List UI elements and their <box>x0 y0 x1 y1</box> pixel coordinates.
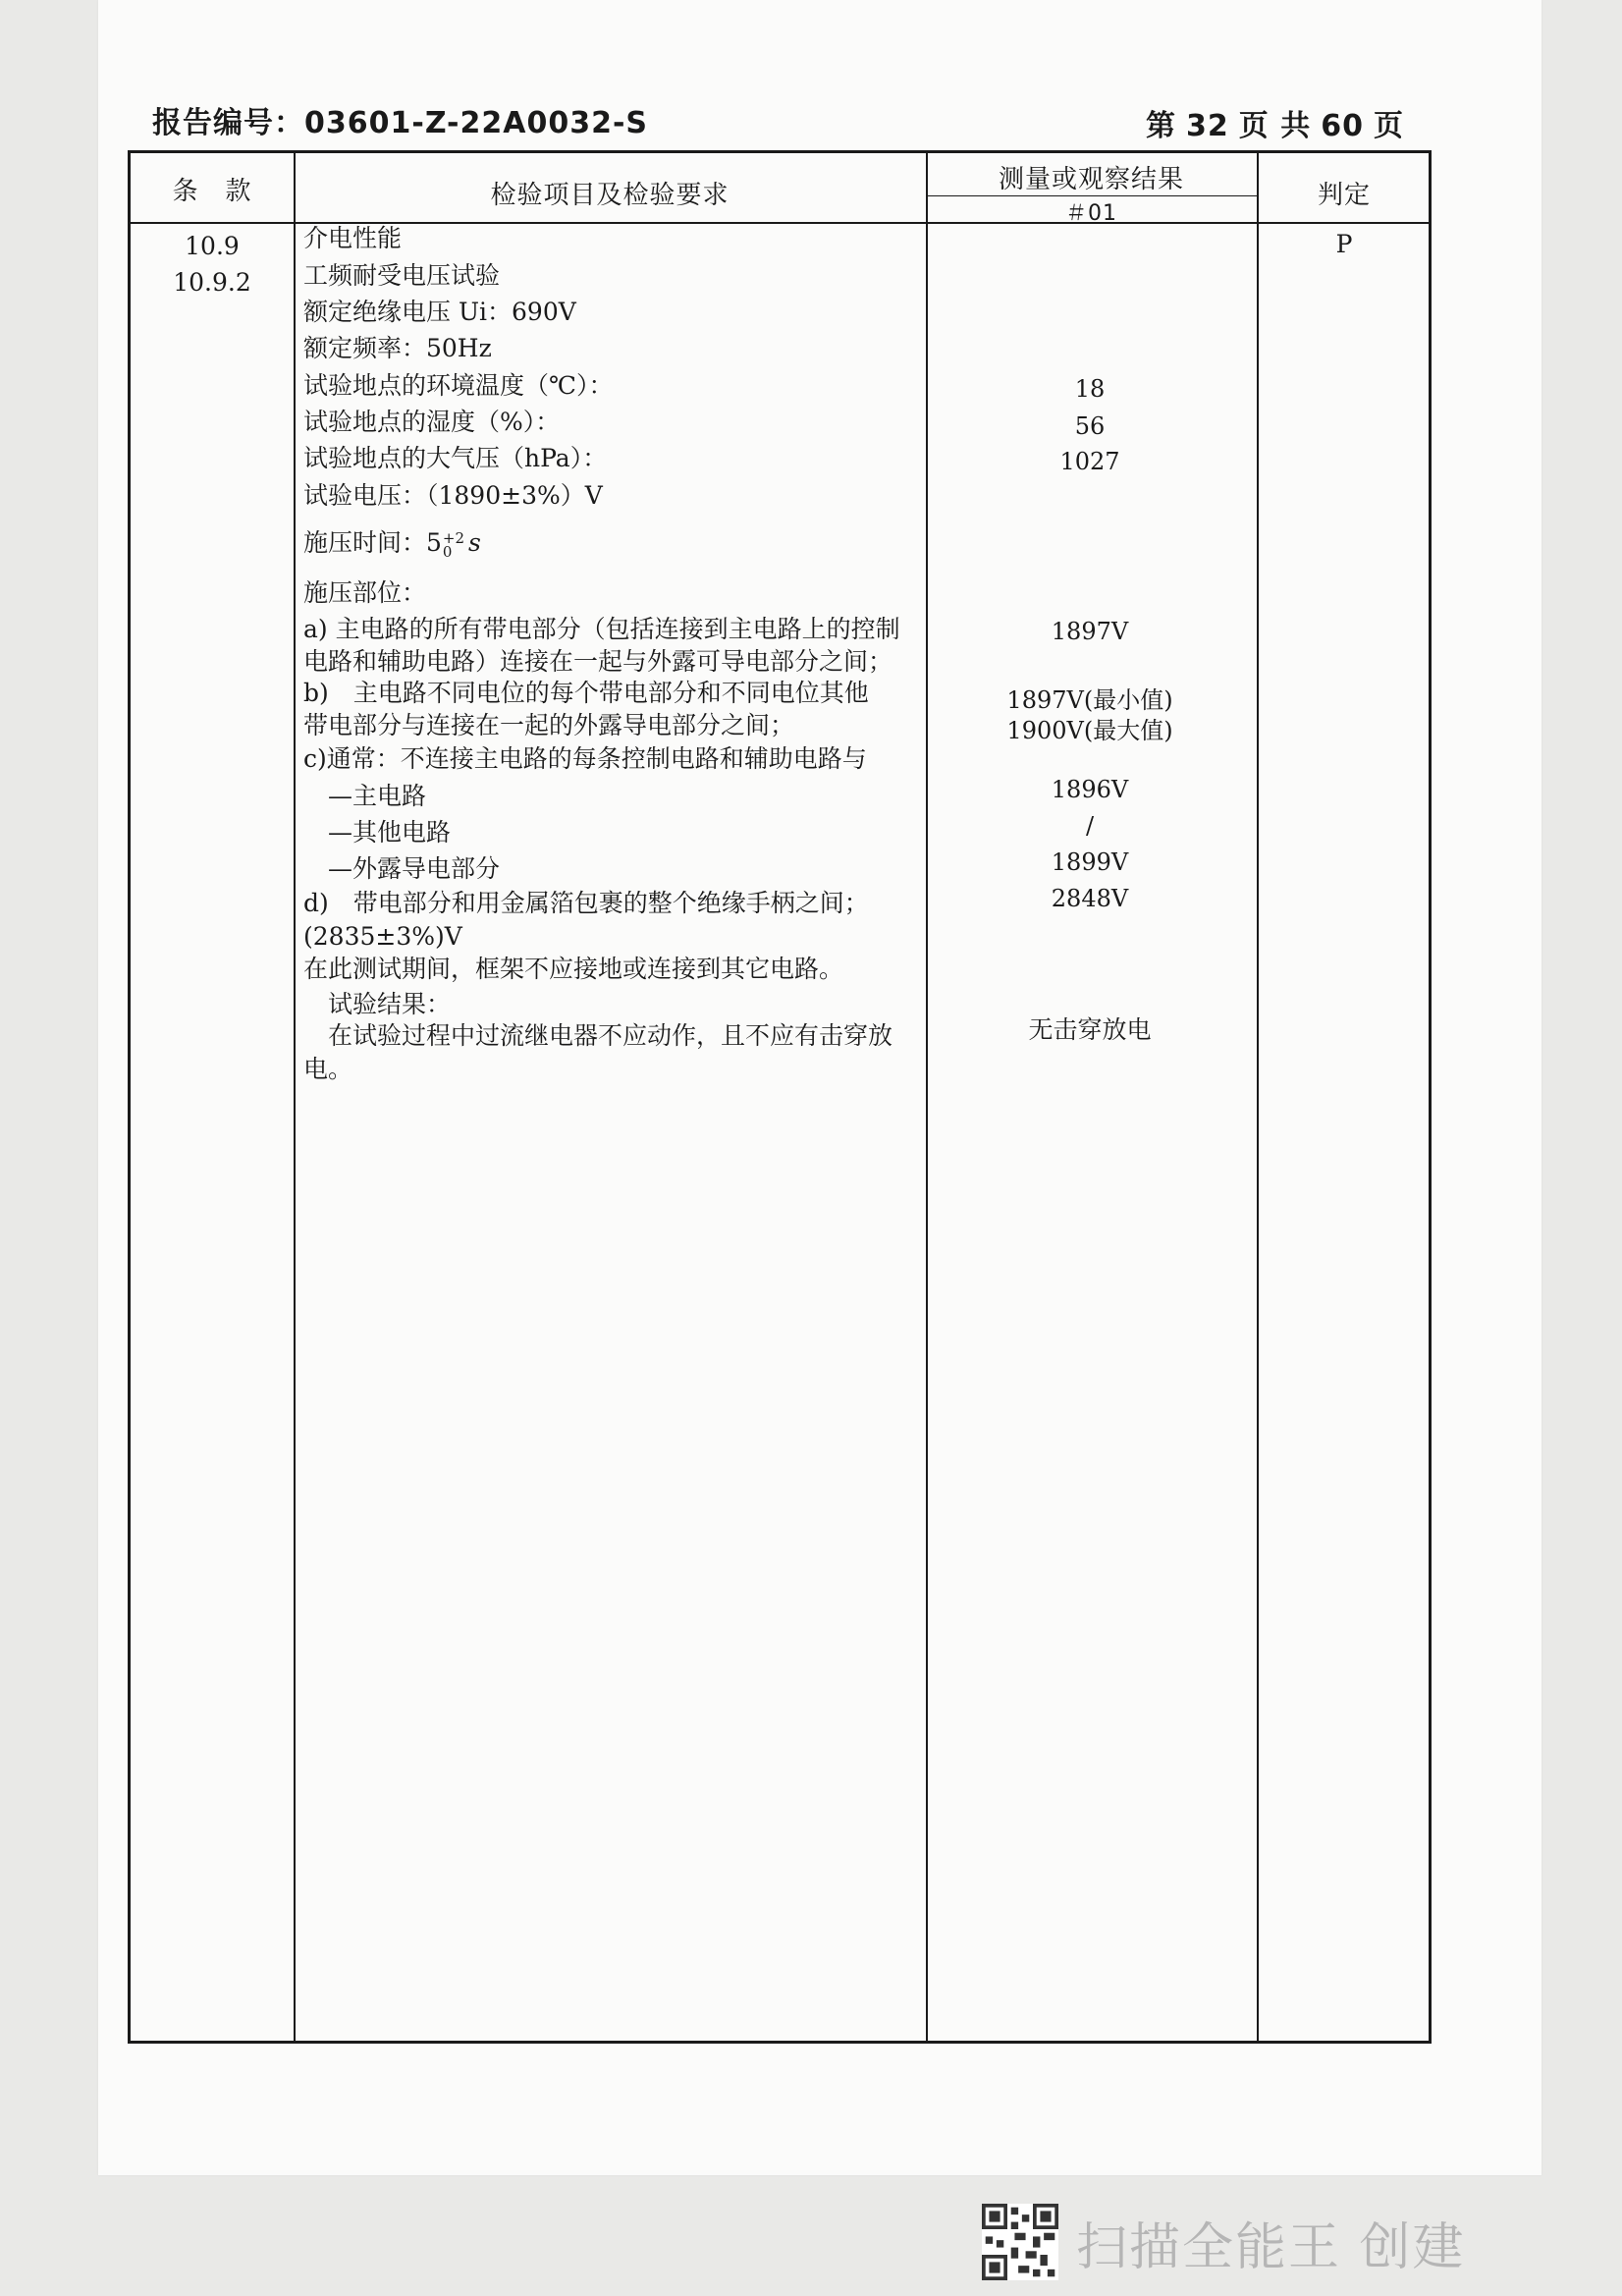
page-current: 32 <box>1186 109 1229 143</box>
req-line-duration <box>303 528 481 559</box>
req-line: 施压部位： <box>303 578 427 607</box>
result-c-main: 1896V <box>1051 776 1129 803</box>
verdict-value: P <box>1335 230 1353 258</box>
req-line: a) 主电路的所有带电部分（包括连接到主电路上的控制 <box>303 615 900 643</box>
result-d: 2848V <box>1051 885 1129 912</box>
result-pressure: 1027 <box>1059 448 1120 475</box>
req-line: 电路和辅助电路）连接在一起与外露可导电部分之间； <box>303 647 893 676</box>
req-line: 在试验过程中过流继电器不应动作，且不应有击穿放 <box>303 1021 893 1050</box>
result-c-exposed: 1899V <box>1051 848 1129 876</box>
column-divider <box>1257 153 1259 2041</box>
duration-tolerance-lower: 0 <box>442 542 453 561</box>
req-line: (2835±3%)V <box>303 922 462 951</box>
req-line: 电。 <box>303 1055 353 1083</box>
req-line: 试验地点的环境温度（℃）： <box>303 371 614 400</box>
page-mid: 页 共 <box>1238 109 1312 143</box>
page-suffix: 页 <box>1374 109 1404 143</box>
req-line: 额定频率：50Hz <box>303 334 492 362</box>
header-verdict: 判定 <box>1317 181 1371 210</box>
clause-number: 10.9.2 <box>173 268 251 297</box>
req-line: —其他电路 <box>303 818 452 847</box>
req-line: 试验地点的大气压（hPa）： <box>303 444 608 472</box>
report-number <box>152 98 648 141</box>
req-line: c)通常：不连接主电路的每条控制电路和辅助电路与 <box>303 744 867 773</box>
req-line: 试验电压：（1890±3%）V <box>303 481 603 510</box>
header-requirement: 检验项目及检验要求 <box>490 181 730 210</box>
column-divider <box>294 153 296 2041</box>
req-line: 带电部分与连接在一起的外露导电部分之间； <box>303 711 795 739</box>
result-a: 1897V <box>1051 618 1129 645</box>
duration-unit: s <box>468 528 481 557</box>
brand-text: 扫描全能王 创建 <box>1076 2217 1466 2277</box>
header-sample-no: ＃01 <box>1065 201 1117 226</box>
duration-base: 5 <box>426 528 442 557</box>
req-line: 工频耐受电压试验 <box>303 261 501 290</box>
duration-tolerance-upper: +2 <box>442 528 465 547</box>
page-prefix: 第 <box>1146 109 1177 143</box>
req-line: —主电路 <box>303 782 427 810</box>
scanner-watermark <box>982 2198 1466 2286</box>
req-line: 介电性能 <box>303 224 403 252</box>
req-line: —外露导电部分 <box>303 854 501 883</box>
report-number-label: 报告编号： <box>152 106 304 140</box>
result-b-min: 1897V(最小值) <box>1006 686 1173 714</box>
req-line: 试验地点的湿度（%）： <box>303 408 561 436</box>
report-number-value: 03601-Z-22A0032-S <box>304 106 649 140</box>
req-line: b) 主电路不同电位的每个带电部分和不同电位其他 <box>303 679 869 707</box>
header-result: 测量或观察结果 <box>998 165 1184 194</box>
result-b-max: 1900V(最大值) <box>1006 717 1173 744</box>
result-temperature: 18 <box>1074 375 1106 403</box>
result-c-other: / <box>1085 812 1095 840</box>
header-clause: 条 款 <box>172 177 252 206</box>
page-total: 60 <box>1321 109 1364 143</box>
result-humidity: 56 <box>1074 412 1106 440</box>
req-line: 额定绝缘电压 Ui：690V <box>303 298 576 326</box>
qr-code-icon <box>982 2204 1058 2280</box>
req-line: 在此测试期间，框架不应接地或连接到其它电路。 <box>303 955 844 983</box>
req-line: 试验结果： <box>303 990 452 1018</box>
duration-label: 施压时间： <box>303 528 427 557</box>
duration-tolerance <box>442 528 465 561</box>
clause-number: 10.9 <box>185 232 240 260</box>
result-conclusion: 无击穿放电 <box>1028 1015 1152 1044</box>
inspection-table <box>128 150 1432 2044</box>
page-indicator <box>1146 101 1404 144</box>
req-line: d) 带电部分和用金属箔包裹的整个绝缘手柄之间； <box>303 889 869 917</box>
